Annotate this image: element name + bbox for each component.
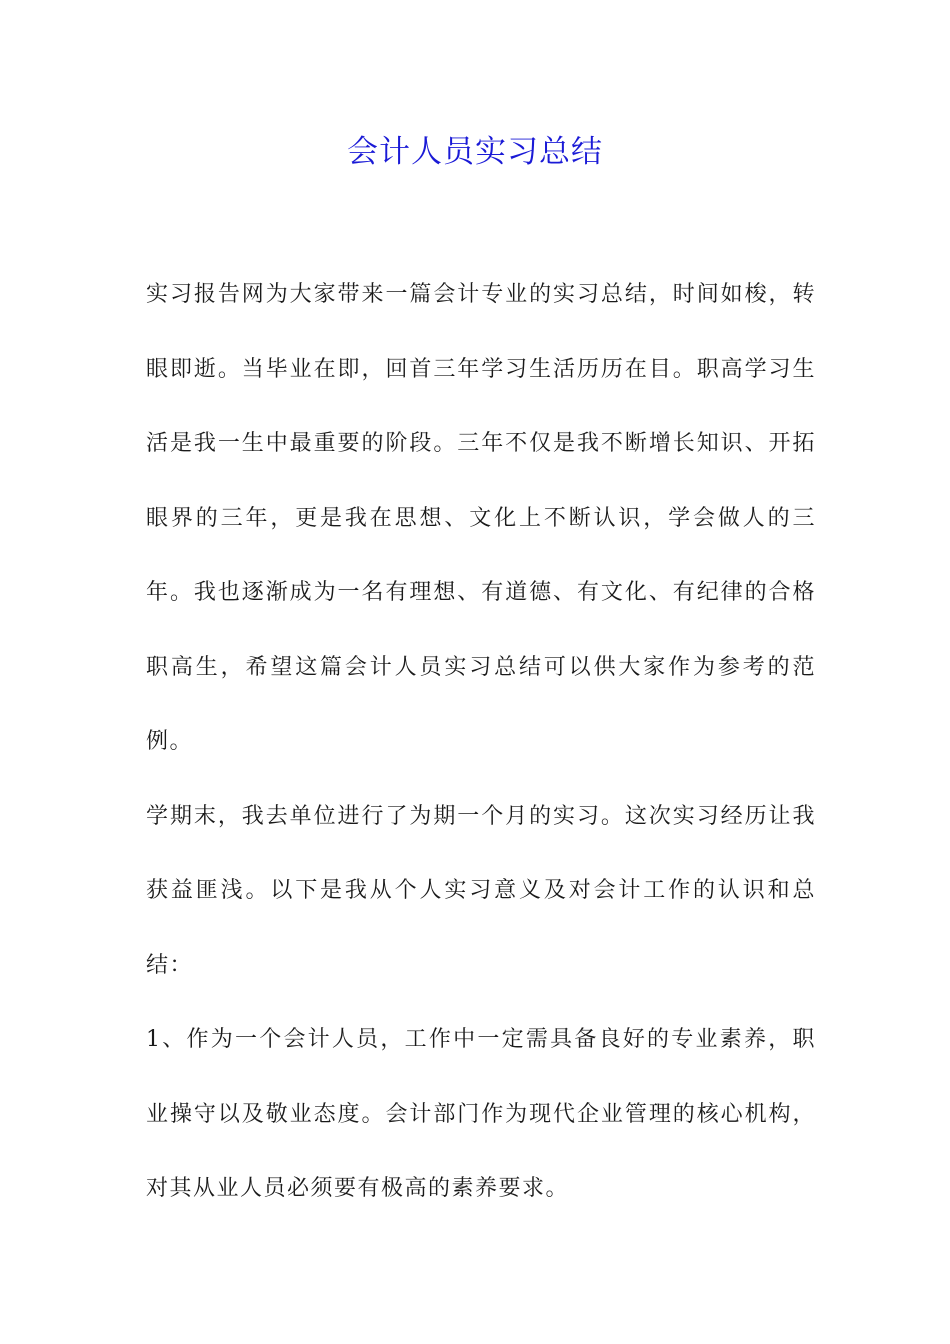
document-title: 会计人员实习总结	[347, 134, 603, 170]
document-body	[146, 258, 816, 1227]
paragraph-point-1: 1、作为一个会计人员，工作中一定需具备良好的专业素养，职业操守以及敬业态度。会计部门作为现代企业管理的核心机构，对其从业人员必须要有极高的素养要求。	[146, 1027, 816, 1201]
paragraph-intro: 实习报告网为大家带来一篇会计专业的实习总结，时间如梭，转眼即逝。当毕业在即，回首三年学习生活历历在目。职高学习生活是我一生中最重要的阶段。三年不仅是我不断增长知识、开拓眼界的三年，更是我在思想、文化上不断认识，学会做人的三年。我也逐渐成为一名有理想、有道德、有文化、有纪律的合格职高生，希望这篇会计人员实习总结可以供大家作为参考的范例。	[146, 282, 816, 754]
paragraph-internship: 学期末，我去单位进行了为期一个月的实习。这次实习经历让我获益匪浅。以下是我从个人实习意义及对会计工作的认识和总结：	[146, 803, 816, 978]
